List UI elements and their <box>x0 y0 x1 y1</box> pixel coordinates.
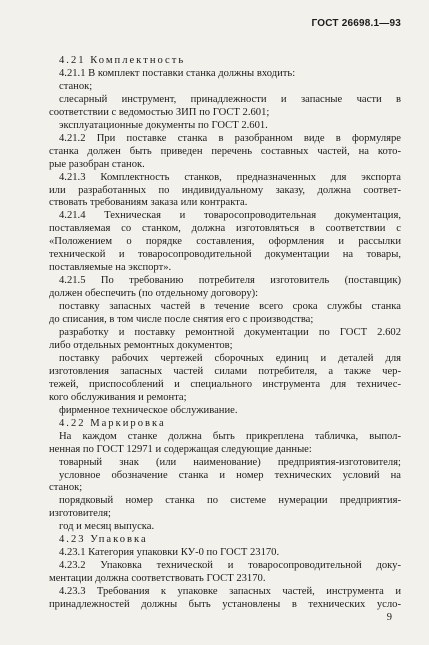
text-line: 4.23 Упаковка <box>59 534 148 546</box>
text-line: фирменное техническое обслуживание. <box>59 404 238 416</box>
text-line: 4.23.2 Упаковка технической и товаросопроводительной доку- <box>59 560 401 572</box>
text-line: 4.22 Маркировка <box>59 417 166 429</box>
text-line: либо отдельных ремонтных документов; <box>49 339 233 351</box>
text-line: разработку и поставку ремонтной документации по ГОСТ 2.602 <box>59 327 401 339</box>
text-line: поставляемая со станком, должна изготовляться в соответствии с <box>49 223 401 235</box>
page-number: 9 <box>386 612 392 623</box>
text-line: слесарный инструмент, принадлежности и запасные части в <box>59 93 401 105</box>
text-line: принадлежностей должны быть установлены в технических усло- <box>49 599 401 611</box>
text-line: 4.23.1 Категория упаковки КУ-0 по ГОСТ 23170. <box>59 547 280 559</box>
text-line: ненная по ГОСТ 12971 и содержащая следующие данные: <box>49 443 312 455</box>
text-line: 4.21.5 По требованию потребителя изготовитель (поставщик) <box>59 275 401 287</box>
text-line: 4.21.1 В комплект поставки станка должны входить: <box>59 67 296 79</box>
text-line: изготовления запасных частей силами потребителя, а также чер- <box>49 365 401 377</box>
text-line: порядковый номер станка по системе нумерации предприятия- <box>59 495 401 507</box>
text-line: 4.21 Комплектность <box>59 55 186 66</box>
text-line: технической и товаросопроводительной документации на товары, <box>49 249 401 261</box>
text-line: рые разобран станок. <box>49 158 145 170</box>
text-line: ментации должна соответствовать ГОСТ 23170. <box>49 573 266 585</box>
text-line: ствовать требованиям заказа или контракта. <box>49 197 248 209</box>
standard-header: ГОСТ 26698.1—93 <box>311 18 401 29</box>
document-body <box>49 55 401 612</box>
text-line: 4.23.3 Требования к упаковке запасных частей, инструмента и <box>59 586 401 598</box>
text-line: кого обслуживания и ремонта; <box>49 391 187 403</box>
text-line: 4.21.2 При поставке станка в разобранном виде в формуляре <box>59 132 401 144</box>
text-line: условное обозначение станка и номер технических условий на <box>59 469 401 481</box>
text-line: товарный знак (или наименование) предприятия-изготовителя; <box>59 456 401 468</box>
text-line: станок; <box>59 80 93 92</box>
text-line: эксплуатационные документы по ГОСТ 2.601. <box>59 119 268 131</box>
text-line: должен обеспечить (по отдельному договору): <box>49 288 259 300</box>
text-line: изготовителя; <box>49 508 111 520</box>
text-line: станок; <box>49 482 83 494</box>
text-line: На каждом станке должна быть прикреплена табличка, выпол- <box>59 430 401 442</box>
text-line: соответствии с ведомостью ЗИП по ГОСТ 2.601; <box>49 106 270 118</box>
text-line: «Положением о порядке составления, оформления и рассылки <box>49 236 401 248</box>
text-line: поставку рабочих чертежей сборочных единиц и деталей для <box>59 352 401 364</box>
text-line: поставку запасных частей в течение всего срока службы станка <box>59 301 401 313</box>
text-line: год и месяц выпуска. <box>59 521 155 533</box>
text-line: тежей, приспособлений и специального инструмента для техничес- <box>49 378 401 390</box>
text-line: 4.21.4 Техническая и товаросопроводительная документация, <box>59 210 401 222</box>
text-line: до списания, в том числе после снятия его с производства; <box>49 314 314 326</box>
text-line: станка должен быть приведен перечень составных частей, на кото- <box>49 145 401 157</box>
text-line: или разработанных по индивидуальному заказу, должна соответ- <box>49 184 401 196</box>
text-line: 4.21.3 Комплектность станков, предназначенных для экспорта <box>59 171 401 183</box>
text-line: поставляемые на экспорт». <box>49 262 172 274</box>
